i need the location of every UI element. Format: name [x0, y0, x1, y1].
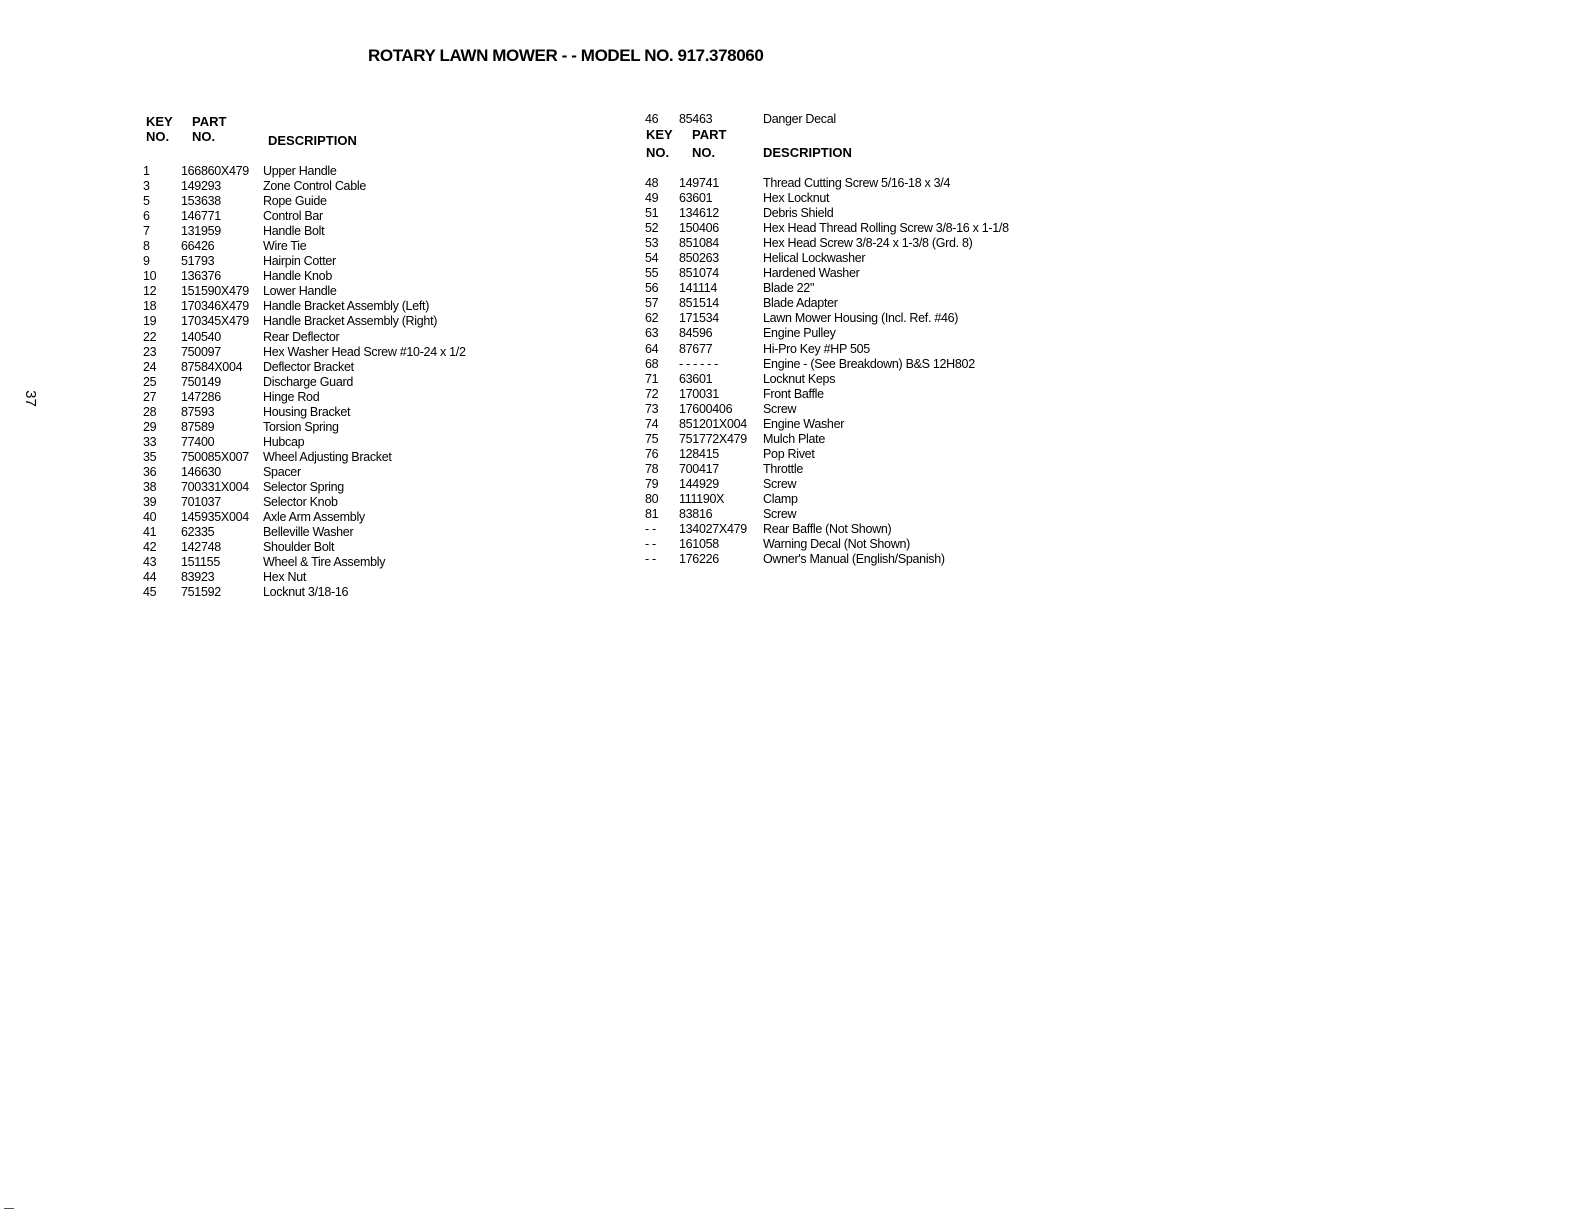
- part-description: Handle Bracket Assembly (Left): [263, 299, 430, 314]
- table-row: [143, 224, 543, 239]
- key-no: 73: [645, 401, 659, 416]
- part-description: Warning Decal (Not Shown): [763, 537, 910, 552]
- part-no: 166860X479: [181, 164, 249, 178]
- part-no: 851514: [679, 296, 719, 311]
- key-no: 79: [645, 476, 659, 491]
- part-description: Engine Washer: [763, 416, 845, 431]
- part-no: 63601: [679, 371, 713, 386]
- part-no: 149741: [679, 176, 719, 190]
- page-number: 37: [21, 390, 39, 407]
- table-row: [143, 164, 543, 179]
- part-description: Wheel Adjusting Bracket: [263, 449, 392, 464]
- part-no: 147286: [181, 389, 221, 404]
- key-no: 39: [143, 495, 157, 510]
- part-description: Handle Bolt: [263, 224, 325, 239]
- part-description: Mulch Plate: [763, 431, 826, 446]
- key-no: 75: [645, 431, 659, 446]
- right-header-key-top: KEY: [646, 127, 673, 142]
- table-row: [645, 176, 1065, 191]
- part-description: Spacer: [263, 464, 301, 479]
- part-description: Screw: [763, 476, 797, 491]
- part-description: Lawn Mower Housing (Incl. Ref. #46): [763, 311, 959, 326]
- part-no: 171534: [679, 311, 719, 326]
- part-description: Hairpin Cotter: [263, 254, 336, 269]
- part-description: Hex Nut: [263, 570, 307, 585]
- key-no: 45: [143, 585, 157, 600]
- key-no: 52: [645, 221, 659, 236]
- part-no: 87584X004: [181, 359, 243, 374]
- part-no: 700417: [679, 461, 719, 476]
- part-description: Belleville Washer: [263, 525, 354, 540]
- part-description: Hex Head Screw 3/8-24 x 1-3/8 (Grd. 8): [763, 236, 973, 251]
- part-description: Hinge Rod: [263, 389, 320, 404]
- part-no: 176226: [679, 552, 719, 567]
- part-description: Handle Knob: [263, 269, 332, 284]
- part-description: Front Baffle: [763, 386, 824, 401]
- key-no: 78: [645, 461, 659, 476]
- right-header-part-top: PART: [692, 127, 727, 142]
- part-no: 144929: [679, 476, 719, 491]
- table-row: [143, 510, 543, 525]
- table-row: [143, 555, 543, 570]
- part-no: 146771: [181, 209, 221, 224]
- key-no: 72: [645, 386, 659, 401]
- table-row: [143, 435, 543, 450]
- part-description: Debris Shield: [763, 206, 834, 221]
- part-no: 170345X479: [181, 314, 249, 329]
- part-description: Hex Locknut: [763, 191, 830, 206]
- part-no: 750149: [181, 374, 221, 389]
- table-row: [143, 330, 543, 345]
- table-row: [143, 209, 543, 224]
- table-row: [143, 420, 543, 435]
- table-row: [143, 179, 543, 194]
- key-no: 10: [143, 269, 157, 284]
- part-description: Locknut Keps: [763, 371, 836, 386]
- part-no: 170346X479: [181, 299, 249, 314]
- key-no: 27: [143, 389, 157, 404]
- part-no: 17600406: [679, 401, 733, 416]
- key-no: 29: [143, 419, 157, 434]
- part-description: Blade 22": [763, 281, 815, 296]
- table-row: [143, 495, 543, 510]
- table-row: [645, 507, 1065, 522]
- key-no: 64: [645, 341, 659, 356]
- part-description: Wire Tie: [263, 239, 307, 254]
- table-row: [645, 296, 1065, 311]
- table-row: [645, 522, 1065, 537]
- part-no: 751772X479: [679, 431, 747, 446]
- key-no: 35: [143, 449, 157, 464]
- part-description: Throttle: [763, 461, 803, 476]
- table-row: [143, 269, 543, 284]
- table-row: [645, 311, 1065, 326]
- table-row: [645, 417, 1065, 432]
- part-no: 87593: [181, 404, 215, 419]
- part-description: Screw: [763, 507, 797, 522]
- part-no: 141114: [679, 281, 718, 296]
- key-no: 6: [143, 209, 150, 224]
- part-description: Danger Decal: [763, 112, 836, 126]
- left-parts-list: [143, 164, 543, 600]
- key-no: - -: [645, 537, 656, 552]
- key-no: 40: [143, 510, 157, 525]
- key-no: 62: [645, 311, 659, 326]
- key-no: 36: [143, 464, 157, 479]
- table-row: [143, 360, 543, 375]
- key-no: 46: [645, 112, 659, 126]
- key-no: 38: [143, 479, 157, 494]
- key-no: 22: [143, 329, 157, 344]
- key-no: 68: [645, 356, 659, 371]
- key-no: 28: [143, 404, 157, 419]
- key-no: 8: [143, 239, 150, 254]
- part-no: 63601: [679, 191, 713, 206]
- part-description: Rear Baffle (Not Shown): [763, 522, 892, 537]
- key-no: 41: [143, 525, 157, 540]
- part-no: 111190X: [679, 491, 725, 506]
- key-no: 24: [143, 359, 157, 374]
- key-no: 7: [143, 224, 150, 239]
- table-row: [143, 450, 543, 465]
- part-description: Hex Head Thread Rolling Screw 3/8-16 x 1-1/8: [763, 221, 1009, 236]
- left-header-part-top: PART: [192, 114, 227, 129]
- key-no: 1: [143, 164, 150, 178]
- key-no: 53: [645, 236, 659, 251]
- part-no: 153638: [181, 194, 221, 209]
- part-no: 134027X479: [679, 522, 747, 537]
- key-no: 74: [645, 416, 659, 431]
- key-no: 55: [645, 266, 659, 281]
- table-row: [645, 552, 1065, 567]
- table-row: [645, 537, 1065, 552]
- table-row: [143, 405, 543, 420]
- table-row: [645, 281, 1065, 296]
- key-no: 3: [143, 179, 150, 194]
- key-no: 19: [143, 314, 157, 329]
- key-no: 56: [645, 281, 659, 296]
- part-no: 149293: [181, 179, 221, 194]
- table-row: [143, 239, 543, 254]
- part-description: Engine - (See Breakdown) B&S 12H802: [763, 356, 975, 371]
- table-row: [143, 284, 543, 299]
- key-no: 57: [645, 296, 659, 311]
- table-row: [645, 326, 1065, 341]
- key-no: 48: [645, 176, 659, 190]
- part-description: Axle Arm Assembly: [263, 510, 365, 525]
- part-no: 128415: [679, 446, 719, 461]
- corner-mark: [4, 1208, 14, 1209]
- page-title: ROTARY LAWN MOWER - - MODEL NO. 917.378060: [368, 46, 764, 65]
- key-no: 43: [143, 555, 157, 570]
- key-no: - -: [645, 522, 656, 537]
- part-description: Pop Rivet: [763, 446, 815, 461]
- part-no: 85463: [679, 112, 713, 126]
- part-description: Control Bar: [263, 209, 323, 224]
- part-no: 850263: [679, 251, 719, 266]
- table-row: [143, 480, 543, 495]
- part-no: 751592: [181, 585, 221, 600]
- part-description: Hi-Pro Key #HP 505: [763, 341, 870, 356]
- part-description: Shoulder Bolt: [263, 540, 335, 555]
- table-row: [645, 251, 1065, 266]
- table-row: [645, 221, 1065, 236]
- table-row: [143, 525, 543, 540]
- key-no: 71: [645, 371, 659, 386]
- part-description: Torsion Spring: [263, 419, 339, 434]
- left-header-part-bottom: NO.: [192, 129, 216, 144]
- part-no: 750085X007: [181, 449, 249, 464]
- right-first-row-container: [645, 112, 1065, 127]
- part-no: 851084: [679, 236, 719, 251]
- table-row: [645, 191, 1065, 206]
- part-no: 87677: [679, 341, 713, 356]
- part-no: 851074: [679, 266, 719, 281]
- part-description: Deflector Bracket: [263, 359, 354, 374]
- part-no: 84596: [679, 326, 713, 341]
- key-no: 49: [645, 191, 659, 206]
- part-no: 700331X004: [181, 479, 249, 494]
- key-no: 51: [645, 206, 659, 221]
- part-no: 161058: [679, 537, 719, 552]
- part-description: Rope Guide: [263, 194, 327, 209]
- part-description: Upper Handle: [263, 164, 337, 178]
- table-row: [645, 432, 1065, 447]
- part-no: 134612: [679, 206, 719, 221]
- part-no: 83923: [181, 570, 215, 585]
- table-row: [143, 540, 543, 555]
- part-description: Owner's Manual (English/Spanish): [763, 552, 945, 567]
- part-no: 77400: [181, 434, 215, 449]
- right-header-key-bottom: NO.: [646, 145, 670, 160]
- part-description: Housing Bracket: [263, 404, 351, 419]
- left-header-key-bottom: NO.: [146, 129, 170, 144]
- part-no: 701037: [181, 495, 221, 510]
- part-description: Lower Handle: [263, 284, 337, 299]
- part-no: 51793: [181, 254, 215, 269]
- table-row: [143, 570, 543, 585]
- part-description: Helical Lockwasher: [763, 251, 866, 266]
- table-row: [645, 372, 1065, 387]
- key-no: 76: [645, 446, 659, 461]
- table-row: [143, 390, 543, 405]
- part-no: 142748: [181, 540, 221, 555]
- part-description: Selector Spring: [263, 479, 344, 494]
- key-no: - -: [645, 552, 656, 567]
- table-row: [645, 462, 1065, 477]
- part-no: 750097: [181, 344, 221, 359]
- right-header-description: DESCRIPTION: [763, 145, 852, 160]
- key-no: 23: [143, 344, 157, 359]
- table-row: [645, 492, 1065, 507]
- part-description: Blade Adapter: [763, 296, 838, 311]
- part-description: Screw: [763, 401, 797, 416]
- part-no: 136376: [181, 269, 221, 284]
- table-row: [645, 447, 1065, 462]
- part-description: Wheel & Tire Assembly: [263, 555, 386, 570]
- table-row: [143, 585, 543, 600]
- part-no: 146630: [181, 464, 221, 479]
- key-no: 42: [143, 540, 157, 555]
- part-description: Handle Bracket Assembly (Right): [263, 314, 438, 329]
- part-description: Selector Knob: [263, 495, 338, 510]
- part-description: Hardened Washer: [763, 266, 860, 281]
- key-no: 81: [645, 507, 659, 522]
- key-no: 54: [645, 251, 659, 266]
- part-no: 170031: [679, 386, 719, 401]
- part-description: Engine Pulley: [763, 326, 836, 341]
- part-description: Hubcap: [263, 434, 305, 449]
- table-row: [143, 345, 543, 360]
- key-no: 18: [143, 299, 157, 314]
- table-row: [645, 236, 1065, 251]
- table-row: [645, 112, 1065, 127]
- key-no: 9: [143, 254, 150, 269]
- table-row: [645, 477, 1065, 492]
- part-no: 851201X004: [679, 416, 747, 431]
- part-description: Discharge Guard: [263, 374, 353, 389]
- part-no: 145935X004: [181, 510, 249, 525]
- table-row: [143, 254, 543, 269]
- key-no: 80: [645, 491, 659, 506]
- table-row: [143, 465, 543, 480]
- key-no: 12: [143, 284, 157, 299]
- part-no: 83816: [679, 507, 713, 522]
- table-row: [645, 357, 1065, 372]
- part-no: 87589: [181, 419, 215, 434]
- table-row: [143, 299, 543, 314]
- part-no: 62335: [181, 525, 215, 540]
- part-no: - - - - - -: [679, 356, 719, 371]
- part-description: Hex Washer Head Screw #10-24 x 1/2: [263, 344, 466, 359]
- part-no: 66426: [181, 239, 215, 254]
- table-row: [645, 266, 1065, 281]
- part-description: Rear Deflector: [263, 329, 340, 344]
- key-no: 44: [143, 570, 157, 585]
- right-parts-list: [645, 176, 1065, 567]
- key-no: 25: [143, 374, 157, 389]
- table-row: [645, 206, 1065, 221]
- part-description: Zone Control Cable: [263, 179, 366, 194]
- table-row: [143, 194, 543, 209]
- part-description: Clamp: [763, 491, 798, 506]
- part-description: Thread Cutting Screw 5/16-18 x 3/4: [763, 176, 951, 190]
- table-row: [645, 387, 1065, 402]
- key-no: 63: [645, 326, 659, 341]
- part-no: 151590X479: [181, 284, 249, 299]
- part-no: 131959: [181, 224, 221, 239]
- table-row: [143, 375, 543, 390]
- part-description: Locknut 3/18-16: [263, 585, 349, 600]
- table-row: [645, 342, 1065, 357]
- right-header-part-bottom: NO.: [692, 145, 716, 160]
- left-header-description: DESCRIPTION: [268, 133, 357, 148]
- table-row: [143, 314, 543, 329]
- table-row: [645, 402, 1065, 417]
- part-no: 140540: [181, 329, 221, 344]
- key-no: 33: [143, 434, 157, 449]
- part-no: 151155: [181, 555, 220, 570]
- key-no: 5: [143, 194, 150, 209]
- left-header-key-top: KEY: [146, 114, 173, 129]
- part-no: 150406: [679, 221, 719, 236]
